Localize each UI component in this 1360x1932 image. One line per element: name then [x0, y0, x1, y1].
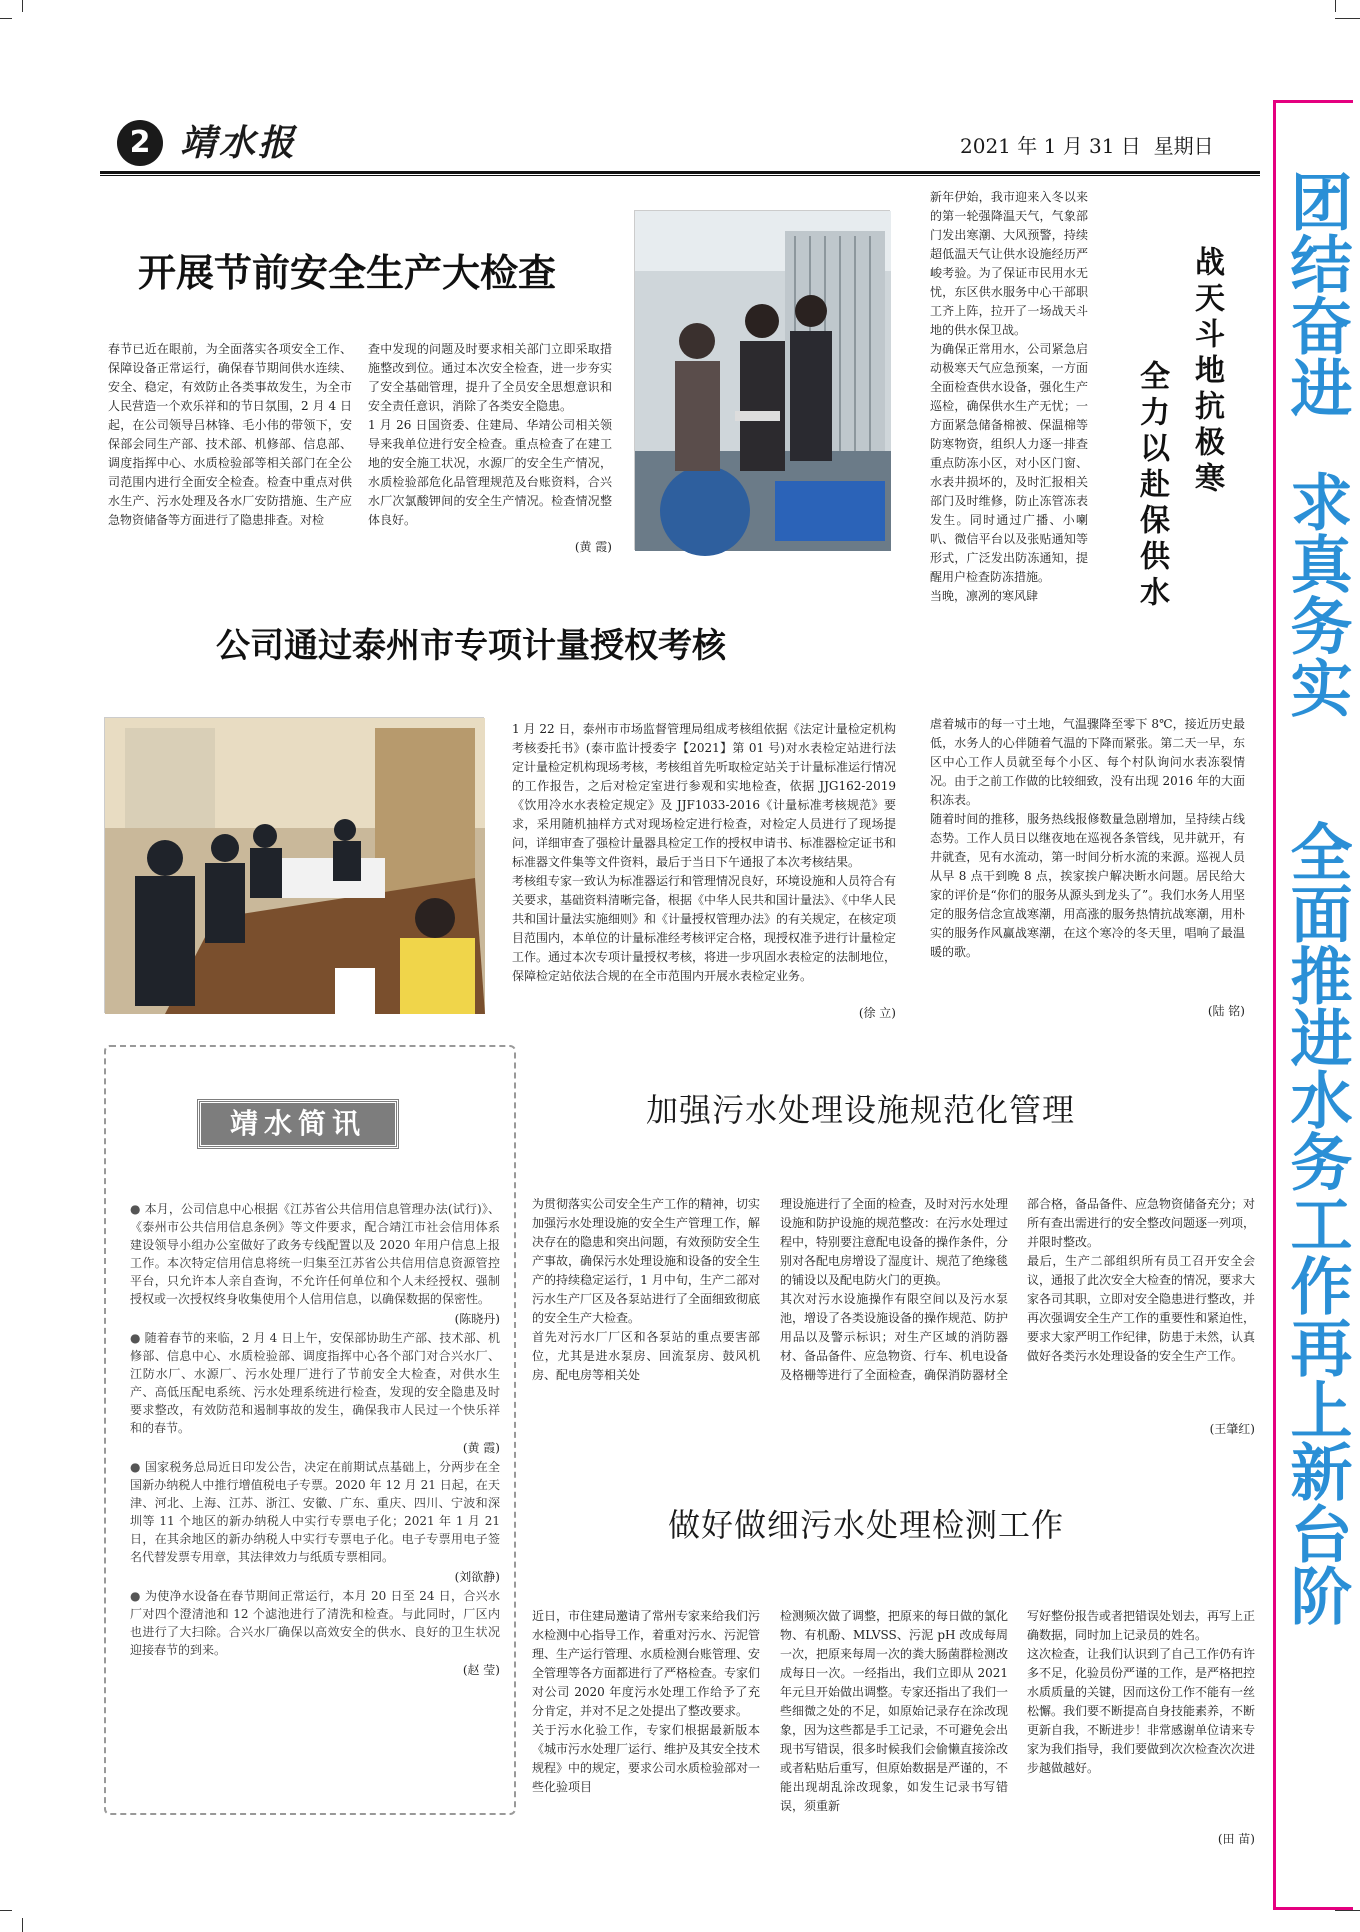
list-item [130, 1458, 500, 1566]
brief-byline: (陈晓丹) [454, 1312, 500, 1326]
article-byline: (王肇红) [1209, 1422, 1255, 1436]
article-byline: (徐 立) [858, 1006, 896, 1020]
brief-text: 本月，公司信息中心根据《江苏省公共信用信息管理办法(试行)》、《泰州市公共信用信息条例》等文件要求，配合靖江市社会信用体系建设领导小组办公室做好了政务专线配置以及 2020 年用户信息上报工作。本次特定信用信息将统一归集至江苏省公共信用信息资源管控平台，只允许本人亲自查询，不允许任何单位和个人未经授权、强制授权或一次授权终身收集使用个人信用信息，以确保数据的保密性。 [130, 1202, 500, 1306]
article-title: 加强污水处理设施规范化管理 [646, 1091, 1076, 1129]
article-body-col: 理设施进行了全面的检查，及时对污水处理设施和防护设施的规范整改：在污水处理过程中，特别要注意配电设备的操作条件，分别对各配电房增设了湿度计、规范了绝缘毯的铺设以及配电防火门的更换。 其次对污水设施操作有限空间以及污水泵池，增设了各类设施设备的操作规范、防护用品以及警示标识；对生产区域的消防器材、备品备件、应急物资、行车、机电设备及格栅等进行了全面检查，确保消防器材全 [780, 1197, 1009, 1382]
article-body: 1 月 22 日，泰州市市场监督管理局组成考核组依据《法定计量检定机构考核委托书》(泰市监计授委字【2021】第 01 号)对水表检定站进行法定计量检定机构现场考核，考核组首先听取检定站关于计量标准运行情况的工作报告，之后对检定室进行参观和实地检查，依据 JJG162-2019《饮用冷水水表检定规定》及 JJF1033-2016《计量标准考核规范》要求，采用随机抽样方式对现场检定进行检查，对检定人员进行了现场提问，详细审查了强检计量器具检定工作的授权申请书、标准器检定证书和标准器文件集等文件资料，最后于当日下午通报了本次考核结果。 考核组专家一致认为标准器运行和管理情况良好，环境设施和人员符合有关要求，基础资料清晰完备，根据《中华人民共和国计量法》、《中华人民共和国计量法实施细则》和《计量授权管理办法》的有关规定，在核定项目范围内，本单位的计量标准经考核评定合格，现授权准予进行计量检定工作。通过本次专项计量授权考核，将进一步巩固水表检定的法制地位，保障检定站依法合规的在全市范围内开展水表检定业务。 [512, 722, 897, 983]
article-body-col: 春节已近在眼前，为全面落实各项安全工作、保障设备正常运行，确保春节期间供水连续、安全、稳定，有效防止各类事故发生，为全市人民营造一个欢乐祥和的节日氛围，2 月 4 日起，在公司领导吕林锋、毛小伟的带领下，安保部会同生产部、技术部、机修部、信息部、调度指挥中心、水质检验部等相关部门在全公司范围内进行全面安全检查。检查中重点对供水生产、污水处理及各水厂安防措施、生产应急物资储备等方面进行了隐患排查。对检 [108, 342, 352, 527]
article-byline: (陆 铭) [1207, 1004, 1245, 1018]
list-item [130, 1329, 500, 1437]
side-banner-text-1: 团结奋进 [1280, 170, 1353, 418]
side-banner-text-3: 全面推进水务工作再上新台阶 [1280, 820, 1353, 1626]
meeting-photo [104, 717, 484, 1013]
article-byline: (田 苗) [1217, 1832, 1255, 1846]
paper-name: 靖水报 [180, 122, 298, 164]
article-body-col: 部合格，备品备件、应急物资储备充分；对所有查出需进行的安全整改问题逐一列项，并限时整改。 最后，生产二部组织所有员工召开安全会议，通报了此次安全大检查的情况，要求大家各司其职，立即对安全隐患进行整改，并再次强调安全生产工作的重要性和紧迫性，要求大家严明工作纪律，防患于未然，认真做好各类污水处理设备的安全生产工作。 [1027, 1197, 1256, 1363]
inspection-photo [634, 210, 890, 550]
bullet-icon: ● [130, 1460, 141, 1474]
bullet-icon: ● [130, 1589, 141, 1603]
article-body-col: 为贯彻落实公司安全生产工作的精神，切实加强污水处理设施的安全生产管理工作，解决存在的隐患和突出问题，有效预防安全生产事故，确保污水处理设施和设备的安全生产的持续稳定运行，1 月中旬，生产二部对污水生产厂区及各泵站进行了全面细致彻底的安全生产大检查。 首先对污水厂厂区和各泵站的重点要害部位，尤其是进水泵房、回流泵房、鼓风机房、配电房等相关处 [532, 1197, 761, 1382]
page-number-badge: 2 [117, 120, 163, 166]
article-title: 公司通过泰州市专项计量授权考核 [216, 626, 726, 666]
article-title-line: 全力以赴保供水 [1134, 360, 1169, 612]
bullet-icon: ● [130, 1331, 141, 1345]
article-body-col: 近日，市住建局邀请了常州专家来给我们污水检测中心指导工作，着重对污水、污泥管理、生产运行管理、水质检测台账管理、安全管理等各方面都进行了严格检查。专家们对公司 2020 年度污水处理工作给予了充分肯定，并对不足之处提出了整改要求。 关于污水化验工作，专家们根据最新版本《城市污水处理厂运行、维护及其安全技术规程》中的规定，要求公司水质检验部对一些化验项目 [532, 1609, 761, 1794]
masthead-rule-thin [100, 175, 1260, 176]
article-body-col: 检测频次做了调整，把原来的每日做的氯化物、有机酚、MLVSS、污泥 pH 改成每周一次，把原来每周一次的粪大肠菌群检测改成每日一次。一经指出，我们立即从 2021 年元旦开始做出调整。专家还指出了我们一些细微之处的不足，如原始记录存在涂改现象，因为这些都是手工记录，不可避免会出现书写错误，很多时候我们会偷懒直接涂改或者粘贴后重写，但原始数据是严谨的，不能出现胡乱涂改现象，如发生记录书写错误，须重新 [780, 1609, 1009, 1813]
article-body-col: 新年伊始，我市迎来入冬以来的第一轮强降温天气，气象部门发出寒潮、大风预警，持续超低温天气让供水设施经历严峻考验。为了保证市民用水无忧，东区供水服务中心干部职工齐上阵，拉开了一场战天斗地的供水保卫战。 为确保正常用水，公司紧急启动极寒天气应急预案，一方面全面检查供水设备，强化生产巡检，确保供水生产无忧；一方面紧急储备棉被、保温棉等防寒物资，组织人力逐一排查重点防冻小区，对小区门窗、水表井损坏的，及时汇报相关部门及时维修，防止冻管冻表发生。同时通过广播、小喇叭、微信平台以及张贴通知等形式，广泛发出防冻通知，提醒用户检查防冻措施。 当晚，凛冽的寒风肆 [930, 190, 1088, 603]
list-item [130, 1587, 500, 1659]
article-title-line: 战天斗地抗极寒 [1189, 246, 1224, 498]
news-brief-list [130, 1200, 500, 1678]
article-title: 做好做细污水处理检测工作 [668, 1506, 1065, 1544]
article-body-col: 虐着城市的每一寸土地，气温骤降至零下 8℃，接近历史最低，水务人的心伴随着气温的下降而紧张。第二天一早，东区中心工作人员就至每个小区、每个村队询问水表冻裂情况。由于之前工作做的比较细致，没有出现 2016 年的大面积冻表。 随着时间的推移，服务热线报修数量急剧增加，呈持续占线态势。工作人员日以继夜地在巡视各条管线，见井就开，有井就查，见有水流动，第一时间分析水流的来源。巡视人员从早 8 点干到晚 8 点，挨家挨户解决断水问题。居民给大家的评价是“你们的服务从源头到龙头了”。我们水务人用坚定的服务信念宣战寒潮，用高涨的服务热情抗战寒潮，用朴实的服务作风赢战寒潮，在这个寒冷的冬天里，唱响了最温暖的歌。 [930, 717, 1245, 959]
brief-byline: (刘欲静) [454, 1570, 500, 1584]
brief-byline: (黄 霞) [462, 1441, 500, 1455]
brief-byline: (赵 莹) [462, 1663, 500, 1677]
brief-text: 国家税务总局近日印发公告，决定在前期试点基础上，分两步在全国新办纳税人中推行增值税电子专票。2020 年 12 月 21 日起，在天津、河北、上海、江苏、浙江、安徽、广东、重庆、四川、宁波和深圳等 11 个地区的新办纳税人中实行专票电子化；2021 年 1 月 21 日，在其余地区的新办纳税人中实行专票电子化。电子专票用电子签名代替发票专用章，其法律效力与纸质专票相同。 [130, 1460, 500, 1564]
brief-text: 随着春节的来临，2 月 4 日上午，安保部协助生产部、技术部、机修部、信息中心、水质检验部、调度指挥中心各个部门对合兴水厂、江防水厂、水源厂、污水处理厂进行了节前安全大检查，对供水生产、高低压配电系统、污水处理系统进行检查，发现的安全隐患及时要求整改，有效防范和遏制事故的发生，确保我市人民过一个快乐祥和的春节。 [130, 1331, 500, 1435]
article-title: 开展节前安全生产大检查 [138, 251, 557, 295]
issue-date: 2021 年 1 月 31 日 星期日 [960, 134, 1214, 158]
news-brief-title: 靖水简讯 [198, 1100, 398, 1148]
brief-text: 为使净水设备在春节期间正常运行，本月 20 日至 24 日，合兴水厂对四个澄清池和 12 个滤池进行了清洗和检查。与此同时，厂区内也进行了大扫除。合兴水厂确保以高效安全的供水、良好的卫生状况迎接春节的到来。 [130, 1589, 500, 1657]
masthead-rule [100, 171, 1260, 174]
bullet-icon: ● [130, 1202, 141, 1216]
article-body-col: 写好整份报告或者把错误处划去，再写上正确数据，同时加上记录员的姓名。 这次检查，让我们认识到了自己工作仍有许多不足，化验员份严谨的工作，是严格把控水质质量的关键，因而这份工作不能有一丝松懈。我们要不断提高自身技能素养，不断更新自我，不断进步！非常感谢单位请来专家为我们指导，我们要做到次次检查次次进步越做越好。 [1027, 1609, 1256, 1775]
side-banner-text-2: 求真务实 [1280, 470, 1353, 718]
list-item [130, 1200, 500, 1308]
article-body-col: 查中发现的问题及时要求相关部门立即采取措施整改到位。通过本次安全检查，进一步夯实了安全基础管理，提升了全员安全思想意识和安全责任意识，消除了各类安全隐患。 1 月 26 日国资委、住建局、华靖公司相关领导来我单位进行安全检查。重点检查了在建工地的安全施工状况，水源厂的安全生产情况，水质检验部危化品管理规范及台账资料，合兴水厂次氯酸钾间的安全生产情况。检查情况整体良好。 [368, 342, 612, 527]
article-byline: (黄 霞) [574, 540, 612, 554]
